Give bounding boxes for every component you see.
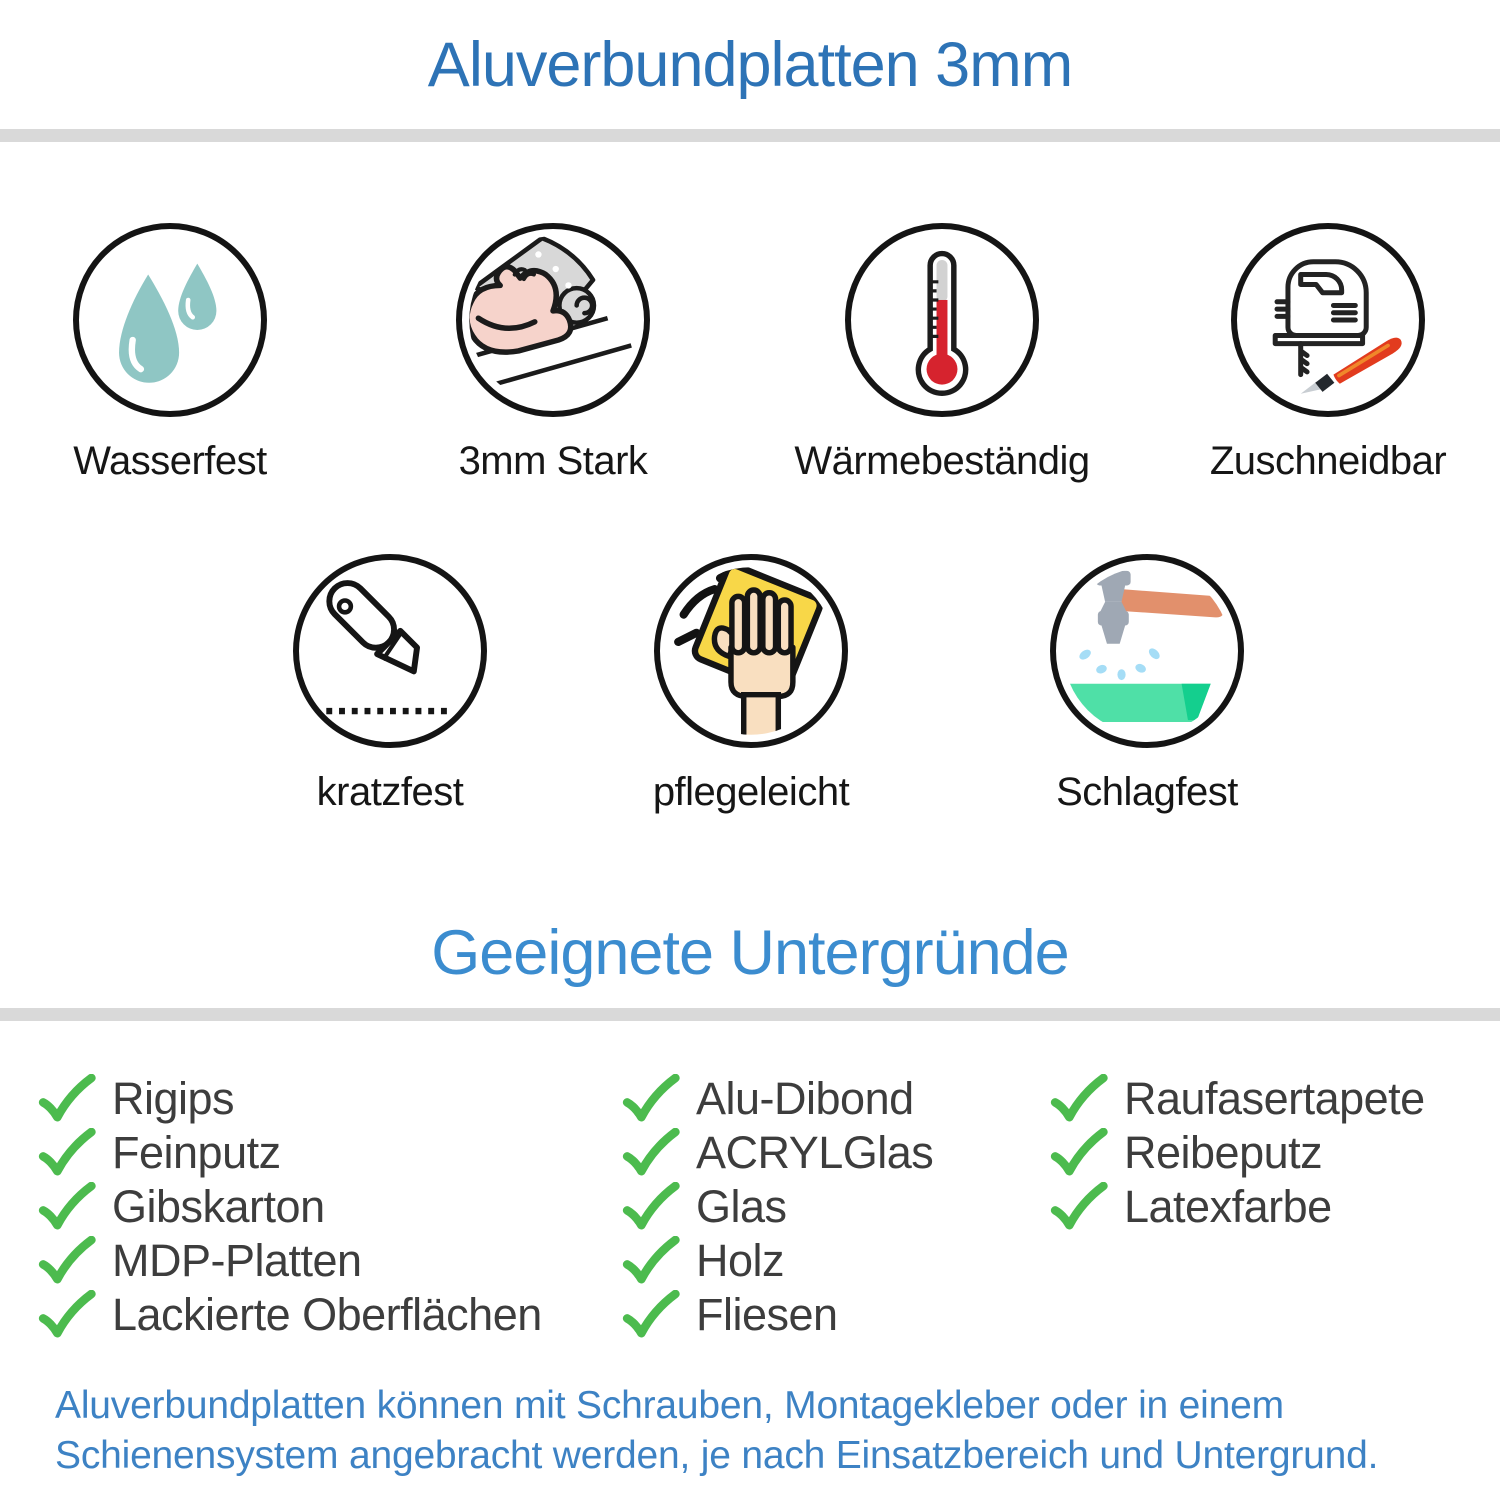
feature-label: Wasserfest [73, 439, 267, 483]
list-item [38, 1126, 542, 1180]
list-item [1050, 1180, 1425, 1234]
list-item [38, 1072, 542, 1126]
list-item-label: Fliesen [696, 1289, 838, 1340]
feature-circle [456, 223, 650, 417]
feature-label: Zuschneidbar [1209, 439, 1447, 483]
section-title-untergruende: Geeignete Untergründe [431, 918, 1069, 988]
list-item-label: Alu-Dibond [696, 1073, 914, 1124]
check-icon [38, 1182, 96, 1232]
utility-knife-icon [299, 560, 481, 742]
mounting-note-line: Schienensystem angebracht werden, je nach Einsatzbereich und Untergrund. [55, 1434, 1379, 1477]
feature-circle [1231, 223, 1425, 417]
check-icon [38, 1074, 96, 1124]
list-item [622, 1180, 933, 1234]
check-icon [38, 1128, 96, 1178]
list-item [1050, 1126, 1425, 1180]
feature-circle [845, 223, 1039, 417]
check-icon [38, 1236, 96, 1286]
check-icon [38, 1290, 96, 1340]
list-item-label: Reibeputz [1124, 1127, 1323, 1178]
mounting-note-line: Aluverbundplatten können mit Schrauben, Montagekleber oder in einem [55, 1384, 1284, 1427]
hammer-icon [1056, 560, 1238, 742]
feature-circle [1050, 554, 1244, 748]
list-item-label: Raufasertapete [1124, 1073, 1425, 1124]
list-item-label: Rigips [112, 1073, 235, 1124]
feature-label: pflegeleicht [652, 770, 850, 814]
list-item-label: ACRYLGlas [696, 1127, 934, 1178]
surfaces-column-1 [38, 1072, 542, 1342]
list-item [38, 1234, 542, 1288]
feature-3mm-stark [393, 223, 713, 484]
list-item-label: Latexfarbe [1124, 1181, 1332, 1232]
jigsaw-icon [1237, 229, 1419, 411]
list-item-label: Feinputz [112, 1127, 281, 1178]
surfaces-column-2 [622, 1072, 933, 1342]
check-icon [1050, 1182, 1108, 1232]
divider-line [0, 1008, 1500, 1021]
feature-label: Schlagfest [1056, 770, 1238, 814]
list-item [622, 1126, 933, 1180]
check-icon [622, 1128, 680, 1178]
check-icon [622, 1290, 680, 1340]
feature-label: kratzfest [316, 770, 464, 814]
feature-kratzfest [230, 554, 550, 815]
list-item [38, 1288, 542, 1342]
feature-label: Wärmebeständig [794, 439, 1090, 483]
muscle-arm-icon [462, 229, 644, 411]
feature-label: 3mm Stark [458, 439, 648, 483]
surfaces-column-3 [1050, 1072, 1425, 1234]
feature-zuschneidbar [1168, 223, 1488, 484]
list-item [622, 1234, 933, 1288]
mounting-note [55, 1381, 1378, 1481]
list-item [1050, 1072, 1425, 1126]
feature-waermebestaendig [782, 223, 1102, 484]
thermometer-icon [851, 229, 1033, 411]
cleaning-hand-icon [660, 560, 842, 742]
feature-circle [293, 554, 487, 748]
water-drops-icon [79, 229, 261, 411]
list-item-label: Holz [696, 1235, 785, 1286]
feature-pflegeleicht [591, 554, 911, 815]
feature-schlagfest [987, 554, 1307, 815]
feature-wasserfest [10, 223, 330, 484]
page-title: Aluverbundplatten 3mm [427, 30, 1073, 100]
list-item-label: Gibskarton [112, 1181, 325, 1232]
list-item-label: Glas [696, 1181, 787, 1232]
check-icon [1050, 1074, 1108, 1124]
check-icon [1050, 1128, 1108, 1178]
list-item [622, 1072, 933, 1126]
list-item [38, 1180, 542, 1234]
check-icon [622, 1236, 680, 1286]
feature-circle [73, 223, 267, 417]
check-icon [622, 1182, 680, 1232]
list-item-label: MDP-Platten [112, 1235, 362, 1286]
check-icon [622, 1074, 680, 1124]
list-item [622, 1288, 933, 1342]
list-item-label: Lackierte Oberflächen [112, 1289, 542, 1340]
divider-line [0, 129, 1500, 142]
feature-circle [654, 554, 848, 748]
